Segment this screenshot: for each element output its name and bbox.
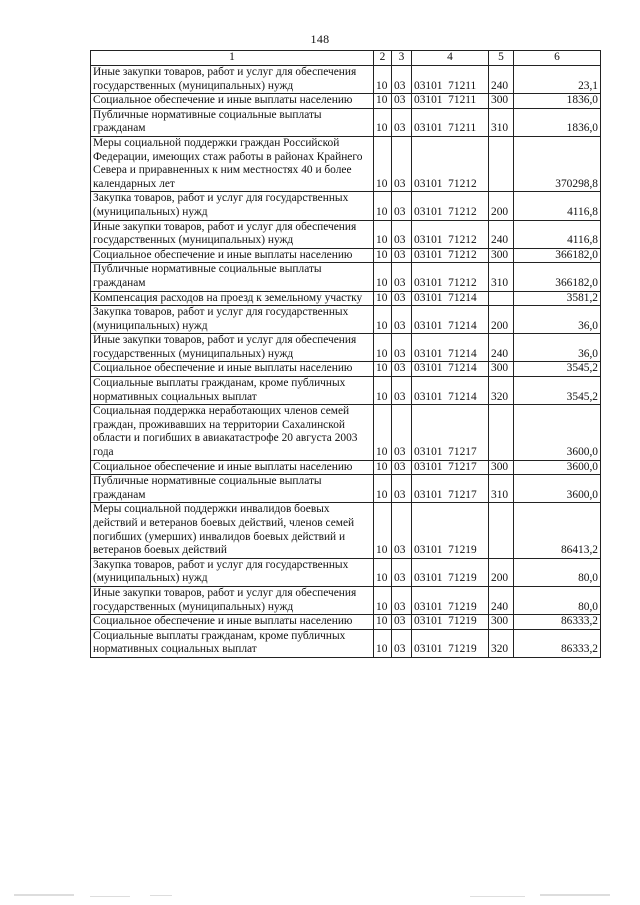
cell-subsection: 03 bbox=[392, 334, 412, 362]
table-row bbox=[91, 248, 601, 263]
cell-amount: 36,0 bbox=[514, 334, 601, 362]
cell-amount: 4116,8 bbox=[514, 192, 601, 220]
cell-section: 10 bbox=[374, 460, 392, 475]
cell-amount: 3600,0 bbox=[514, 405, 601, 460]
cell-amount: 3545,2 bbox=[514, 377, 601, 405]
cell-subsection: 03 bbox=[392, 475, 412, 503]
cell-expense-type: 310 bbox=[489, 263, 514, 291]
cell-section: 10 bbox=[374, 503, 392, 558]
cell-expense-type: 240 bbox=[489, 334, 514, 362]
cell-section: 10 bbox=[374, 136, 392, 191]
cell-amount: 36,0 bbox=[514, 306, 601, 334]
cell-name: Иные закупки товаров, работ и услуг для обеспечения государственных (муниципальных) нужд bbox=[91, 586, 374, 614]
cell-amount: 23,1 bbox=[514, 66, 601, 94]
cell-subsection: 03 bbox=[392, 306, 412, 334]
cell-section: 10 bbox=[374, 94, 392, 109]
cell-expense-type bbox=[489, 136, 514, 191]
cell-target-article: 03101 71214 bbox=[412, 377, 489, 405]
cell-section: 10 bbox=[374, 108, 392, 136]
cell-expense-type: 300 bbox=[489, 460, 514, 475]
cell-subsection: 03 bbox=[392, 248, 412, 263]
cell-section: 10 bbox=[374, 558, 392, 586]
table-row bbox=[91, 377, 601, 405]
table-row bbox=[91, 460, 601, 475]
cell-expense-type: 200 bbox=[489, 558, 514, 586]
table-body bbox=[91, 66, 601, 658]
cell-target-article: 03101 71212 bbox=[412, 136, 489, 191]
cell-target-article: 03101 71211 bbox=[412, 108, 489, 136]
cell-target-article: 03101 71212 bbox=[412, 248, 489, 263]
table-row bbox=[91, 306, 601, 334]
cell-section: 10 bbox=[374, 362, 392, 377]
cell-subsection: 03 bbox=[392, 405, 412, 460]
cell-subsection: 03 bbox=[392, 192, 412, 220]
cell-expense-type: 310 bbox=[489, 108, 514, 136]
cell-amount: 86333,2 bbox=[514, 615, 601, 630]
cell-expense-type: 240 bbox=[489, 220, 514, 248]
header-col-expense-type: 5 bbox=[489, 51, 514, 66]
cell-subsection: 03 bbox=[392, 377, 412, 405]
cell-expense-type bbox=[489, 405, 514, 460]
cell-section: 10 bbox=[374, 192, 392, 220]
cell-subsection: 03 bbox=[392, 291, 412, 306]
table-row bbox=[91, 108, 601, 136]
cell-name: Социальное обеспечение и иные выплаты населению bbox=[91, 248, 374, 263]
cell-amount: 3545,2 bbox=[514, 362, 601, 377]
table-row bbox=[91, 558, 601, 586]
page-number: 148 bbox=[310, 32, 330, 46]
cell-name: Компенсация расходов на проезд к земельному участку bbox=[91, 291, 374, 306]
header-row bbox=[91, 51, 601, 66]
header-col-subsection: 3 bbox=[392, 51, 412, 66]
cell-subsection: 03 bbox=[392, 615, 412, 630]
cell-amount: 366182,0 bbox=[514, 248, 601, 263]
budget-table bbox=[90, 50, 601, 658]
cell-expense-type: 300 bbox=[489, 94, 514, 109]
cell-amount: 1836,0 bbox=[514, 108, 601, 136]
cell-subsection: 03 bbox=[392, 629, 412, 657]
cell-name: Меры социальной поддержки граждан Российской Федерации, имеющих стаж работы в районах Крайнего Севера и приравненных к ним местностях 40 и более календарных лет bbox=[91, 136, 374, 191]
table-row bbox=[91, 334, 601, 362]
cell-amount: 370298,8 bbox=[514, 136, 601, 191]
cell-section: 10 bbox=[374, 291, 392, 306]
table-row bbox=[91, 586, 601, 614]
table-row bbox=[91, 629, 601, 657]
cell-target-article: 03101 71214 bbox=[412, 306, 489, 334]
cell-amount: 80,0 bbox=[514, 586, 601, 614]
table-row bbox=[91, 192, 601, 220]
cell-name: Закупка товаров, работ и услуг для государственных (муниципальных) нужд bbox=[91, 558, 374, 586]
cell-target-article: 03101 71214 bbox=[412, 362, 489, 377]
cell-section: 10 bbox=[374, 405, 392, 460]
cell-amount: 3581,2 bbox=[514, 291, 601, 306]
table-header bbox=[91, 51, 601, 66]
cell-name: Меры социальной поддержки инвалидов боевых действий и ветеранов боевых действий, членов семей погибших (умерших) инвалидов боевых действий и ветеранов боевых действий bbox=[91, 503, 374, 558]
cell-section: 10 bbox=[374, 629, 392, 657]
cell-target-article: 03101 71212 bbox=[412, 192, 489, 220]
cell-section: 10 bbox=[374, 615, 392, 630]
cell-name: Закупка товаров, работ и услуг для государственных (муниципальных) нужд bbox=[91, 192, 374, 220]
cell-expense-type: 240 bbox=[489, 66, 514, 94]
cell-name: Социальные выплаты гражданам, кроме публичных нормативных социальных выплат bbox=[91, 377, 374, 405]
cell-expense-type bbox=[489, 503, 514, 558]
cell-target-article: 03101 71219 bbox=[412, 615, 489, 630]
cell-section: 10 bbox=[374, 306, 392, 334]
cell-expense-type: 320 bbox=[489, 629, 514, 657]
cell-name: Закупка товаров, работ и услуг для государственных (муниципальных) нужд bbox=[91, 306, 374, 334]
cell-expense-type: 240 bbox=[489, 586, 514, 614]
cell-amount: 4116,8 bbox=[514, 220, 601, 248]
cell-name: Социальное обеспечение и иные выплаты населению bbox=[91, 615, 374, 630]
cell-subsection: 03 bbox=[392, 220, 412, 248]
cell-amount: 80,0 bbox=[514, 558, 601, 586]
cell-target-article: 03101 71219 bbox=[412, 503, 489, 558]
cell-amount: 86333,2 bbox=[514, 629, 601, 657]
cell-amount: 1836,0 bbox=[514, 94, 601, 109]
cell-subsection: 03 bbox=[392, 94, 412, 109]
cell-section: 10 bbox=[374, 263, 392, 291]
table-row bbox=[91, 615, 601, 630]
cell-subsection: 03 bbox=[392, 362, 412, 377]
header-col-target-article: 4 bbox=[412, 51, 489, 66]
cell-name: Социальные выплаты гражданам, кроме публичных нормативных социальных выплат bbox=[91, 629, 374, 657]
cell-section: 10 bbox=[374, 248, 392, 263]
cell-expense-type: 300 bbox=[489, 362, 514, 377]
cell-amount: 3600,0 bbox=[514, 475, 601, 503]
cell-section: 10 bbox=[374, 66, 392, 94]
cell-amount: 366182,0 bbox=[514, 263, 601, 291]
cell-subsection: 03 bbox=[392, 586, 412, 614]
cell-name: Иные закупки товаров, работ и услуг для обеспечения государственных (муниципальных) нужд bbox=[91, 334, 374, 362]
cell-target-article: 03101 71212 bbox=[412, 220, 489, 248]
cell-name: Публичные нормативные социальные выплаты гражданам bbox=[91, 475, 374, 503]
table-row bbox=[91, 405, 601, 460]
cell-section: 10 bbox=[374, 220, 392, 248]
header-col-section: 2 bbox=[374, 51, 392, 66]
cell-target-article: 03101 71219 bbox=[412, 586, 489, 614]
cell-name: Социальная поддержка неработающих членов семей граждан, проживавших на территории Сахалинской области и погибших в авиакатастрофе 20 августа 2003 года bbox=[91, 405, 374, 460]
table-row bbox=[91, 291, 601, 306]
cell-section: 10 bbox=[374, 377, 392, 405]
header-col-name: 1 bbox=[91, 51, 374, 66]
cell-target-article: 03101 71214 bbox=[412, 334, 489, 362]
cell-expense-type bbox=[489, 291, 514, 306]
cell-name: Социальное обеспечение и иные выплаты населению bbox=[91, 362, 374, 377]
cell-amount: 86413,2 bbox=[514, 503, 601, 558]
table-row bbox=[91, 220, 601, 248]
cell-name: Публичные нормативные социальные выплаты гражданам bbox=[91, 108, 374, 136]
cell-target-article: 03101 71219 bbox=[412, 558, 489, 586]
cell-subsection: 03 bbox=[392, 136, 412, 191]
cell-subsection: 03 bbox=[392, 108, 412, 136]
cell-target-article: 03101 71211 bbox=[412, 94, 489, 109]
table-row bbox=[91, 263, 601, 291]
cell-name: Социальное обеспечение и иные выплаты населению bbox=[91, 94, 374, 109]
cell-target-article: 03101 71217 bbox=[412, 460, 489, 475]
table-row bbox=[91, 362, 601, 377]
cell-subsection: 03 bbox=[392, 460, 412, 475]
cell-target-article: 03101 71212 bbox=[412, 263, 489, 291]
table-row bbox=[91, 66, 601, 94]
cell-section: 10 bbox=[374, 334, 392, 362]
cell-target-article: 03101 71219 bbox=[412, 629, 489, 657]
cell-subsection: 03 bbox=[392, 558, 412, 586]
cell-target-article: 03101 71217 bbox=[412, 405, 489, 460]
table-row bbox=[91, 94, 601, 109]
table-row bbox=[91, 475, 601, 503]
table-row bbox=[91, 503, 601, 558]
cell-amount: 3600,0 bbox=[514, 460, 601, 475]
cell-target-article: 03101 71211 bbox=[412, 66, 489, 94]
cell-name: Публичные нормативные социальные выплаты гражданам bbox=[91, 263, 374, 291]
cell-target-article: 03101 71217 bbox=[412, 475, 489, 503]
cell-subsection: 03 bbox=[392, 263, 412, 291]
table-row bbox=[91, 136, 601, 191]
cell-subsection: 03 bbox=[392, 503, 412, 558]
cell-expense-type: 200 bbox=[489, 306, 514, 334]
scan-artifact-strip bbox=[0, 885, 640, 905]
cell-section: 10 bbox=[374, 586, 392, 614]
header-col-amount: 6 bbox=[514, 51, 601, 66]
cell-section: 10 bbox=[374, 475, 392, 503]
cell-name: Социальное обеспечение и иные выплаты населению bbox=[91, 460, 374, 475]
cell-name: Иные закупки товаров, работ и услуг для обеспечения государственных (муниципальных) нужд bbox=[91, 66, 374, 94]
cell-subsection: 03 bbox=[392, 66, 412, 94]
cell-expense-type: 300 bbox=[489, 248, 514, 263]
cell-expense-type: 320 bbox=[489, 377, 514, 405]
cell-expense-type: 200 bbox=[489, 192, 514, 220]
cell-target-article: 03101 71214 bbox=[412, 291, 489, 306]
cell-expense-type: 310 bbox=[489, 475, 514, 503]
cell-expense-type: 300 bbox=[489, 615, 514, 630]
cell-name: Иные закупки товаров, работ и услуг для обеспечения государственных (муниципальных) нужд bbox=[91, 220, 374, 248]
